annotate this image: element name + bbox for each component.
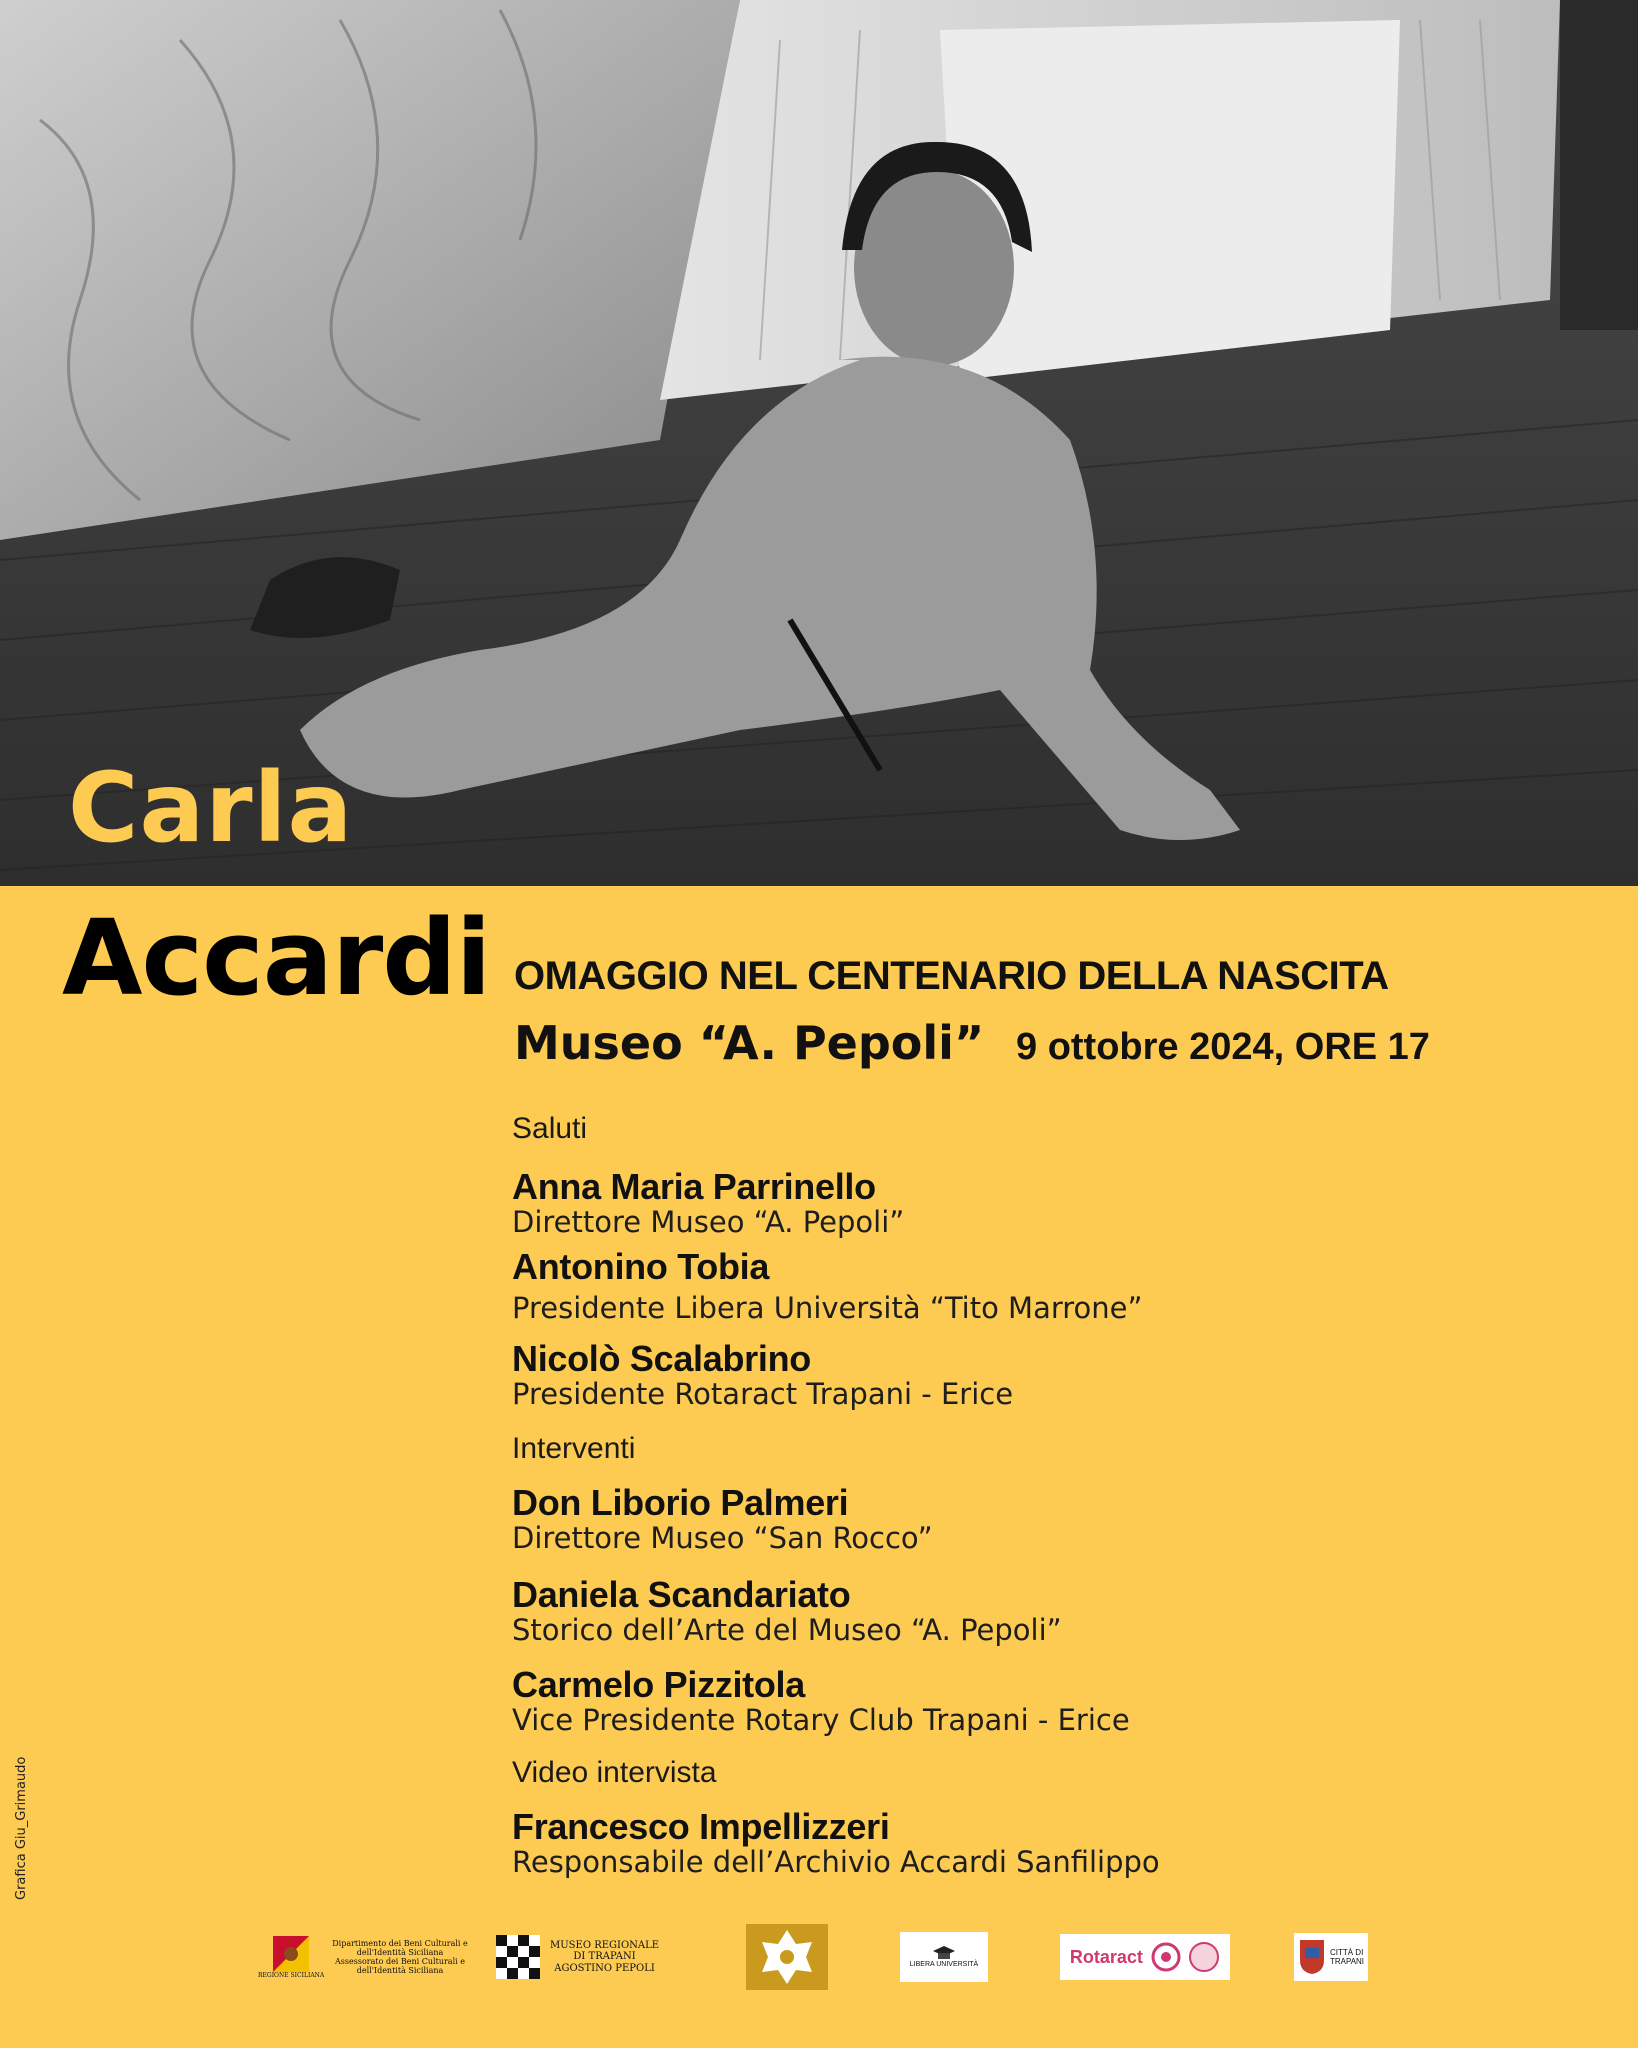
event-venue: Museo “A. Pepoli” bbox=[514, 1016, 985, 1070]
trinacria-icon bbox=[272, 1935, 310, 1973]
speaker-role: Responsabile dell’Archivio Accardi Sanfilippo bbox=[512, 1844, 1160, 1879]
speaker bbox=[512, 1484, 933, 1555]
speaker-name: Antonino Tobia bbox=[512, 1246, 770, 1287]
speaker-name: Anna Maria Parrinello bbox=[512, 1166, 876, 1207]
medallion-icon bbox=[1188, 1941, 1220, 1973]
speaker-role: Presidente Rotaract Trapani - Erice bbox=[512, 1376, 1014, 1411]
event-subtitle: OMAGGIO NEL CENTENARIO DELLA NASCITA bbox=[514, 954, 1389, 998]
speaker-name: Nicolò Scalabrino bbox=[512, 1338, 811, 1379]
museo-line: DI TRAPANI bbox=[573, 1951, 636, 1963]
regione-sub: REGIONE SICILIANA bbox=[258, 1971, 325, 1979]
museo-line: AGOSTINO PEPOLI bbox=[554, 1962, 655, 1974]
graduation-cap-icon bbox=[932, 1945, 956, 1961]
section-interventi: Interventi bbox=[512, 1432, 636, 1465]
logo-libera-universita bbox=[900, 1925, 988, 1989]
section-saluti: Saluti bbox=[512, 1112, 588, 1145]
libera-label: LIBERA UNIVERSITÀ bbox=[909, 1960, 979, 1968]
regione-line: Assessorato dei Beni Culturali e bbox=[335, 1957, 465, 1966]
logo-museo-pepoli bbox=[496, 1925, 659, 1989]
speaker-role: Presidente Libera Università “Tito Marrone” bbox=[512, 1290, 1143, 1325]
speaker-role: Direttore Museo “San Rocco” bbox=[512, 1520, 933, 1555]
speaker-name: Carmelo Pizzitola bbox=[512, 1664, 805, 1705]
title-first-name: Carla bbox=[68, 752, 354, 864]
speaker bbox=[512, 1576, 1062, 1647]
logo-star-emblem bbox=[746, 1925, 828, 1989]
graphic-credit: Grafica Giu_Grimaudo bbox=[14, 1756, 29, 1900]
rotaract-label: Rotaract bbox=[1069, 1946, 1143, 1967]
title-last-name: Accardi bbox=[62, 897, 491, 1019]
speaker-role: Direttore Museo “A. Pepoli” bbox=[512, 1204, 905, 1239]
regione-line: dell'Identità Siciliana bbox=[356, 1947, 444, 1957]
logo-citta-trapani bbox=[1294, 1925, 1368, 1989]
speaker bbox=[512, 1168, 904, 1239]
speaker-name: Francesco Impellizzeri bbox=[512, 1806, 890, 1847]
checker-icon bbox=[496, 1935, 540, 1979]
event-datetime: 9 ottobre 2024, ORE 17 bbox=[1016, 1026, 1430, 1068]
section-video-intervista: Video intervista bbox=[512, 1756, 717, 1789]
regione-line: dell'Identità Siciliana bbox=[356, 1966, 444, 1976]
citta-line: TRAPANI bbox=[1329, 1957, 1365, 1966]
speaker-role: Storico dell’Arte del Museo “A. Pepoli” bbox=[512, 1612, 1062, 1647]
speaker bbox=[512, 1666, 1130, 1737]
star-emblem-icon bbox=[746, 1924, 828, 1990]
speaker bbox=[512, 1340, 1013, 1411]
rotary-wheel-icon bbox=[1151, 1942, 1181, 1972]
logo-rotaract bbox=[1060, 1925, 1230, 1989]
speaker bbox=[512, 1248, 1143, 1325]
museo-line: MUSEO REGIONALE bbox=[550, 1939, 660, 1951]
speaker bbox=[512, 1808, 1160, 1879]
sponsor-logos bbox=[0, 1925, 1638, 2005]
speaker-role: Vice Presidente Rotary Club Trapani - Erice bbox=[512, 1702, 1130, 1737]
speaker-name: Daniela Scandariato bbox=[512, 1574, 851, 1615]
speaker-name: Don Liborio Palmeri bbox=[512, 1482, 849, 1523]
regione-line: Dipartimento dei Beni Culturali e bbox=[332, 1938, 468, 1948]
coat-of-arms-icon bbox=[1298, 1938, 1326, 1976]
logo-regione-siciliana bbox=[258, 1925, 468, 1989]
citta-line: CITTÀ DI bbox=[1329, 1947, 1364, 1957]
